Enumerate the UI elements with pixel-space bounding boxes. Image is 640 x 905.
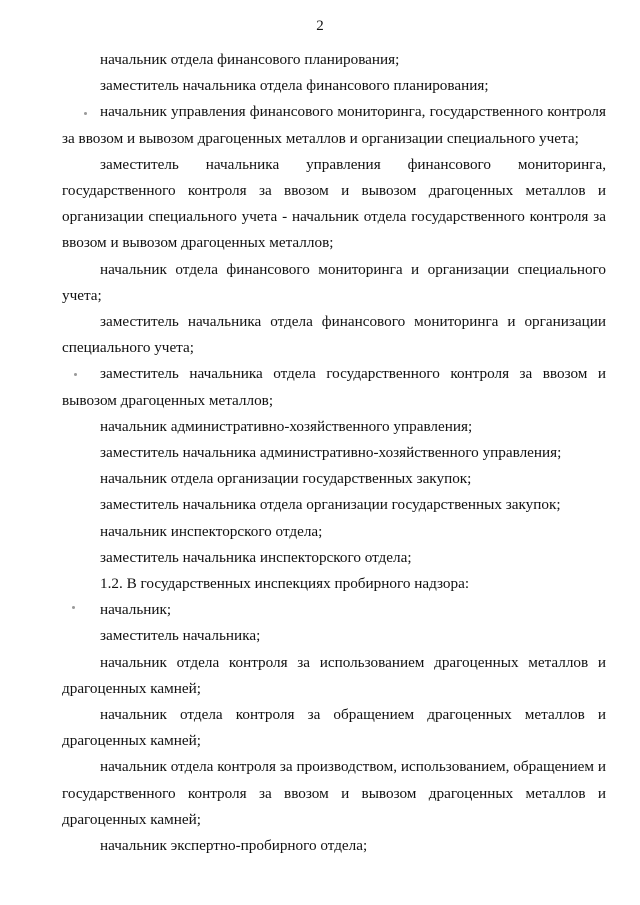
document-body: [62, 47, 606, 859]
list-item-deputy-import-export-control: заместитель начальника отдела государственного контроля за ввозом и вывозом драгоценных металлов;: [62, 365, 606, 409]
list-item-head-admin-department: начальник административно-хозяйственного управления;: [100, 417, 473, 435]
list-item-deputy-monitoring-section: заместитель начальника отдела финансового мониторинга и организации специального учета;: [62, 313, 606, 357]
list-item-head: начальник;: [100, 601, 172, 619]
list-item-deputy-financial-planning: заместитель начальника отдела финансового планирования;: [100, 77, 489, 95]
list-item-deputy-procurement: заместитель начальника отдела организации государственных закупок;: [100, 496, 561, 514]
list-item-deputy-admin-department: заместитель начальника административно-хозяйственного управления;: [100, 444, 562, 462]
list-item-head-production-control: начальник отдела контроля за производством, использованием, обращением и государственного контроля за ввозом и вывозом драгоценных металлов и драгоценных камней;: [62, 758, 606, 828]
list-item-deputy-monitoring-department: заместитель начальника управления финансового мониторинга, государственного контроля за ввозом и вывозом драгоценных металлов и организации специального учета - начальник отдела государственного контроля за ввозом и вывозом драгоценных металлов;: [62, 155, 606, 252]
list-item-head-monitoring-department: начальник управления финансового мониторинга, государственного контроля за ввозом и вывозом драгоценных металлов и организации специального учета;: [62, 103, 606, 147]
list-item-deputy-head: заместитель начальника;: [100, 627, 261, 645]
section-heading-1-2: 1.2. В государственных инспекциях пробирного надзора:: [100, 575, 470, 593]
list-item-head-usage-control: начальник отдела контроля за использованием драгоценных металлов и драгоценных камней;: [62, 653, 606, 697]
page-number: 2: [316, 18, 324, 34]
list-item-deputy-inspection: заместитель начальника инспекторского отдела;: [100, 548, 412, 566]
list-item-head-circulation-control: начальник отдела контроля за обращением драгоценных металлов и драгоценных камней;: [62, 706, 606, 750]
list-item-head-financial-planning: начальник отдела финансового планирования;: [100, 51, 400, 68]
list-item-head-procurement: начальник отдела организации государственных закупок;: [100, 470, 472, 488]
list-item-head-assay-department: начальник экспертно-пробирного отдела;: [100, 837, 368, 855]
list-item-head-monitoring-section: начальник отдела финансового мониторинга и организации специального учета;: [62, 260, 606, 304]
list-item-head-inspection: начальник инспекторского отдела;: [100, 522, 323, 540]
